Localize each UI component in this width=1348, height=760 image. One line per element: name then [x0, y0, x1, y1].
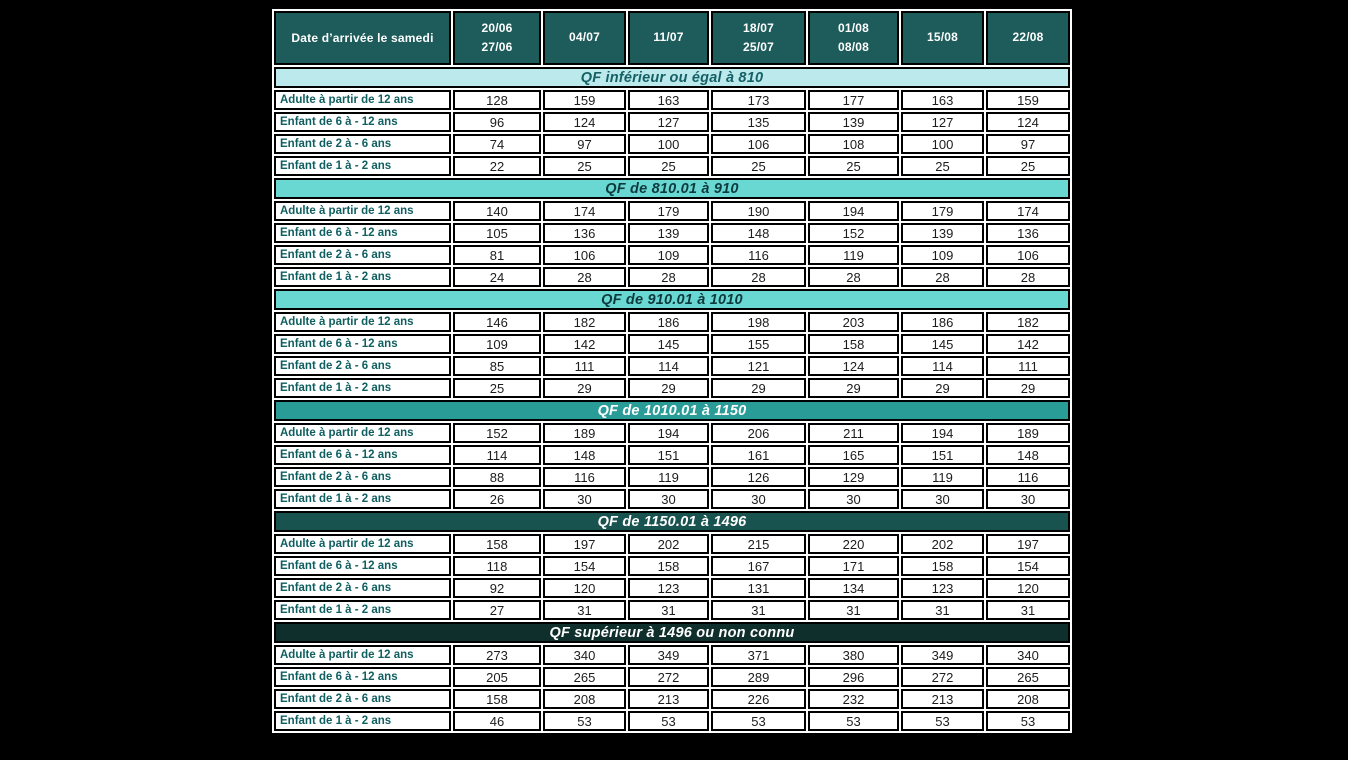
price-row	[274, 112, 1070, 132]
price-row	[274, 489, 1070, 509]
date-column-header	[986, 11, 1070, 65]
price-cell: 158	[453, 534, 541, 554]
row-label-cell: Adulte à partir de 12 ans	[274, 423, 451, 443]
price-cell: 25	[901, 156, 984, 176]
date-line: 11/07	[653, 30, 684, 45]
date-line: 04/07	[568, 30, 601, 45]
price-cell: 22	[453, 156, 541, 176]
price-cell: 96	[453, 112, 541, 132]
price-cell: 155	[711, 334, 806, 354]
price-cell: 158	[628, 556, 709, 576]
date-line: 22/08	[1012, 30, 1044, 45]
price-cell: 340	[986, 645, 1070, 665]
price-cell: 28	[711, 267, 806, 287]
price-row	[274, 245, 1070, 265]
price-cell: 114	[901, 356, 984, 376]
date-line: 20/06	[481, 20, 513, 35]
price-cell: 119	[901, 467, 984, 487]
price-cell: 100	[628, 134, 709, 154]
price-row	[274, 134, 1070, 154]
price-cell: 211	[808, 423, 899, 443]
price-row	[274, 334, 1070, 354]
price-cell: 197	[543, 534, 626, 554]
price-cell: 100	[901, 134, 984, 154]
price-cell: 53	[986, 711, 1070, 731]
price-cell: 123	[901, 578, 984, 598]
price-cell: 179	[901, 201, 984, 221]
price-cell: 226	[711, 689, 806, 709]
price-cell: 109	[453, 334, 541, 354]
price-cell: 198	[711, 312, 806, 332]
price-cell: 106	[986, 245, 1070, 265]
price-cell: 159	[986, 90, 1070, 110]
price-cell: 24	[453, 267, 541, 287]
price-cell: 265	[543, 667, 626, 687]
price-cell: 109	[901, 245, 984, 265]
price-cell: 30	[543, 489, 626, 509]
price-cell: 136	[986, 223, 1070, 243]
price-cell: 31	[711, 600, 806, 620]
price-cell: 30	[808, 489, 899, 509]
price-cell: 28	[986, 267, 1070, 287]
price-cell: 273	[453, 645, 541, 665]
price-cell: 163	[901, 90, 984, 110]
date-line: 18/07	[742, 20, 775, 35]
price-cell: 29	[543, 378, 626, 398]
price-cell: 106	[711, 134, 806, 154]
row-label-cell: Enfant de 2 à - 6 ans	[274, 689, 451, 709]
section-band: QF de 1150.01 à 1496	[274, 511, 1070, 532]
price-cell: 289	[711, 667, 806, 687]
price-row	[274, 645, 1070, 665]
section-band: QF de 910.01 à 1010	[274, 289, 1070, 310]
price-cell: 154	[543, 556, 626, 576]
price-cell: 30	[628, 489, 709, 509]
price-cell: 145	[628, 334, 709, 354]
price-cell: 25	[543, 156, 626, 176]
row-label-cell: Enfant de 2 à - 6 ans	[274, 245, 451, 265]
price-cell: 27	[453, 600, 541, 620]
price-cell: 213	[628, 689, 709, 709]
price-cell: 28	[901, 267, 984, 287]
price-cell: 131	[711, 578, 806, 598]
row-label-cell: Enfant de 1 à - 2 ans	[274, 378, 451, 398]
price-cell: 142	[986, 334, 1070, 354]
price-cell: 265	[986, 667, 1070, 687]
date-column-header	[543, 11, 626, 65]
row-label-cell: Adulte à partir de 12 ans	[274, 534, 451, 554]
section-band: QF de 1010.01 à 1150	[274, 400, 1070, 421]
price-cell: 158	[453, 689, 541, 709]
row-label-cell: Enfant de 6 à - 12 ans	[274, 334, 451, 354]
price-cell: 194	[808, 201, 899, 221]
price-cell: 29	[808, 378, 899, 398]
date-column-header	[628, 11, 709, 65]
price-row	[274, 267, 1070, 287]
price-cell: 146	[453, 312, 541, 332]
row-label-cell: Enfant de 1 à - 2 ans	[274, 156, 451, 176]
price-cell: 151	[901, 445, 984, 465]
price-cell: 139	[628, 223, 709, 243]
section-band-row	[274, 400, 1070, 421]
price-cell: 152	[808, 223, 899, 243]
price-cell: 171	[808, 556, 899, 576]
price-cell: 106	[543, 245, 626, 265]
price-cell: 116	[986, 467, 1070, 487]
price-cell: 53	[808, 711, 899, 731]
section-band-row	[274, 67, 1070, 88]
price-row	[274, 600, 1070, 620]
price-cell: 25	[628, 156, 709, 176]
price-table	[272, 9, 1072, 733]
price-cell: 127	[901, 112, 984, 132]
price-cell: 182	[986, 312, 1070, 332]
price-cell: 371	[711, 645, 806, 665]
price-cell: 148	[543, 445, 626, 465]
price-cell: 220	[808, 534, 899, 554]
price-cell: 29	[986, 378, 1070, 398]
price-cell: 206	[711, 423, 806, 443]
price-cell: 189	[986, 423, 1070, 443]
price-cell: 296	[808, 667, 899, 687]
section-band-row	[274, 289, 1070, 310]
price-row	[274, 201, 1070, 221]
price-cell: 148	[711, 223, 806, 243]
price-cell: 30	[901, 489, 984, 509]
price-cell: 272	[901, 667, 984, 687]
price-cell: 194	[628, 423, 709, 443]
row-label-cell: Adulte à partir de 12 ans	[274, 201, 451, 221]
price-cell: 158	[901, 556, 984, 576]
price-cell: 29	[711, 378, 806, 398]
price-cell: 208	[986, 689, 1070, 709]
price-cell: 194	[901, 423, 984, 443]
price-row	[274, 578, 1070, 598]
price-cell: 53	[543, 711, 626, 731]
price-cell: 28	[628, 267, 709, 287]
row-label-cell: Enfant de 6 à - 12 ans	[274, 223, 451, 243]
price-cell: 158	[808, 334, 899, 354]
price-cell: 124	[543, 112, 626, 132]
section-band-row	[274, 178, 1070, 199]
price-cell: 349	[901, 645, 984, 665]
price-cell: 134	[808, 578, 899, 598]
price-cell: 120	[543, 578, 626, 598]
price-cell: 108	[808, 134, 899, 154]
price-cell: 177	[808, 90, 899, 110]
price-cell: 159	[543, 90, 626, 110]
price-cell: 215	[711, 534, 806, 554]
row-label-cell: Enfant de 2 à - 6 ans	[274, 578, 451, 598]
price-cell: 114	[453, 445, 541, 465]
price-cell: 139	[901, 223, 984, 243]
date-line: 01/08	[837, 20, 870, 35]
row-label-cell: Enfant de 2 à - 6 ans	[274, 467, 451, 487]
price-cell: 119	[808, 245, 899, 265]
price-row	[274, 90, 1070, 110]
price-cell: 174	[543, 201, 626, 221]
price-cell: 116	[711, 245, 806, 265]
section-band: QF supérieur à 1496 ou non connu	[274, 622, 1070, 643]
price-row	[274, 223, 1070, 243]
price-row	[274, 467, 1070, 487]
price-cell: 119	[628, 467, 709, 487]
price-cell: 31	[986, 600, 1070, 620]
price-cell: 53	[901, 711, 984, 731]
table-body	[274, 67, 1070, 731]
price-cell: 186	[901, 312, 984, 332]
price-cell: 92	[453, 578, 541, 598]
header-row	[274, 11, 1070, 65]
price-row	[274, 667, 1070, 687]
price-cell: 128	[453, 90, 541, 110]
price-cell: 53	[711, 711, 806, 731]
price-cell: 139	[808, 112, 899, 132]
price-cell: 31	[808, 600, 899, 620]
row-label-cell: Adulte à partir de 12 ans	[274, 90, 451, 110]
date-column-header	[711, 11, 806, 65]
price-cell: 25	[453, 378, 541, 398]
date-line: 25/07	[742, 40, 775, 54]
date-line: 27/06	[481, 40, 513, 54]
price-cell: 173	[711, 90, 806, 110]
row-label-cell: Enfant de 6 à - 12 ans	[274, 667, 451, 687]
price-cell: 53	[628, 711, 709, 731]
price-row	[274, 711, 1070, 731]
price-cell: 208	[543, 689, 626, 709]
price-cell: 140	[453, 201, 541, 221]
row-label-cell: Enfant de 1 à - 2 ans	[274, 711, 451, 731]
price-cell: 31	[628, 600, 709, 620]
row-label-cell: Enfant de 6 à - 12 ans	[274, 445, 451, 465]
row-label-cell: Enfant de 1 à - 2 ans	[274, 267, 451, 287]
date-column-header	[453, 11, 541, 65]
price-cell: 30	[986, 489, 1070, 509]
price-cell: 114	[628, 356, 709, 376]
date-line: 08/08	[837, 40, 870, 54]
row-label-cell: Enfant de 2 à - 6 ans	[274, 134, 451, 154]
price-cell: 272	[628, 667, 709, 687]
price-row	[274, 689, 1070, 709]
price-cell: 145	[901, 334, 984, 354]
price-cell: 111	[986, 356, 1070, 376]
price-cell: 380	[808, 645, 899, 665]
price-row	[274, 445, 1070, 465]
price-cell: 25	[711, 156, 806, 176]
price-cell: 97	[543, 134, 626, 154]
section-band: QF inférieur ou égal à 810	[274, 67, 1070, 88]
price-row	[274, 556, 1070, 576]
price-cell: 202	[628, 534, 709, 554]
price-cell: 25	[808, 156, 899, 176]
price-cell: 88	[453, 467, 541, 487]
price-cell: 109	[628, 245, 709, 265]
price-cell: 148	[986, 445, 1070, 465]
row-label-cell: Enfant de 6 à - 12 ans	[274, 556, 451, 576]
price-cell: 179	[628, 201, 709, 221]
price-cell: 25	[986, 156, 1070, 176]
price-cell: 174	[986, 201, 1070, 221]
price-cell: 29	[901, 378, 984, 398]
price-cell: 126	[711, 467, 806, 487]
price-cell: 74	[453, 134, 541, 154]
price-row	[274, 312, 1070, 332]
price-cell: 163	[628, 90, 709, 110]
price-cell: 26	[453, 489, 541, 509]
price-cell: 349	[628, 645, 709, 665]
price-cell: 182	[543, 312, 626, 332]
price-cell: 232	[808, 689, 899, 709]
price-cell: 161	[711, 445, 806, 465]
price-cell: 135	[711, 112, 806, 132]
price-cell: 120	[986, 578, 1070, 598]
price-cell: 124	[808, 356, 899, 376]
price-cell: 129	[808, 467, 899, 487]
price-cell: 142	[543, 334, 626, 354]
price-cell: 189	[543, 423, 626, 443]
price-cell: 167	[711, 556, 806, 576]
price-cell: 46	[453, 711, 541, 731]
section-band-row	[274, 511, 1070, 532]
price-cell: 105	[453, 223, 541, 243]
price-cell: 154	[986, 556, 1070, 576]
price-cell: 124	[986, 112, 1070, 132]
row-label-cell: Adulte à partir de 12 ans	[274, 312, 451, 332]
section-band-row	[274, 622, 1070, 643]
price-cell: 81	[453, 245, 541, 265]
price-cell: 127	[628, 112, 709, 132]
price-cell: 85	[453, 356, 541, 376]
price-cell: 151	[628, 445, 709, 465]
price-cell: 97	[986, 134, 1070, 154]
price-cell: 152	[453, 423, 541, 443]
price-cell: 197	[986, 534, 1070, 554]
pricing-table-stage	[272, 9, 1074, 733]
price-row	[274, 378, 1070, 398]
date-line: 15/08	[926, 30, 959, 45]
price-cell: 28	[808, 267, 899, 287]
price-cell: 340	[543, 645, 626, 665]
price-row	[274, 156, 1070, 176]
date-column-header	[901, 11, 984, 65]
row-label-cell: Enfant de 6 à - 12 ans	[274, 112, 451, 132]
row-label-cell: Adulte à partir de 12 ans	[274, 645, 451, 665]
row-label-cell: Enfant de 1 à - 2 ans	[274, 600, 451, 620]
arrival-date-header: Date d’arrivée le samedi	[274, 11, 451, 65]
price-cell: 29	[628, 378, 709, 398]
price-cell: 213	[901, 689, 984, 709]
row-label-cell: Enfant de 1 à - 2 ans	[274, 489, 451, 509]
row-label-cell: Enfant de 2 à - 6 ans	[274, 356, 451, 376]
price-row	[274, 423, 1070, 443]
price-row	[274, 534, 1070, 554]
price-cell: 186	[628, 312, 709, 332]
price-cell: 31	[901, 600, 984, 620]
price-cell: 123	[628, 578, 709, 598]
price-cell: 165	[808, 445, 899, 465]
price-cell: 136	[543, 223, 626, 243]
price-cell: 111	[543, 356, 626, 376]
price-cell: 203	[808, 312, 899, 332]
price-cell: 118	[453, 556, 541, 576]
price-cell: 190	[711, 201, 806, 221]
price-cell: 202	[901, 534, 984, 554]
price-cell: 30	[711, 489, 806, 509]
price-cell: 205	[453, 667, 541, 687]
date-column-header	[808, 11, 899, 65]
price-row	[274, 356, 1070, 376]
price-cell: 28	[543, 267, 626, 287]
section-band: QF de 810.01 à 910	[274, 178, 1070, 199]
price-cell: 31	[543, 600, 626, 620]
price-cell: 121	[711, 356, 806, 376]
price-cell: 116	[543, 467, 626, 487]
